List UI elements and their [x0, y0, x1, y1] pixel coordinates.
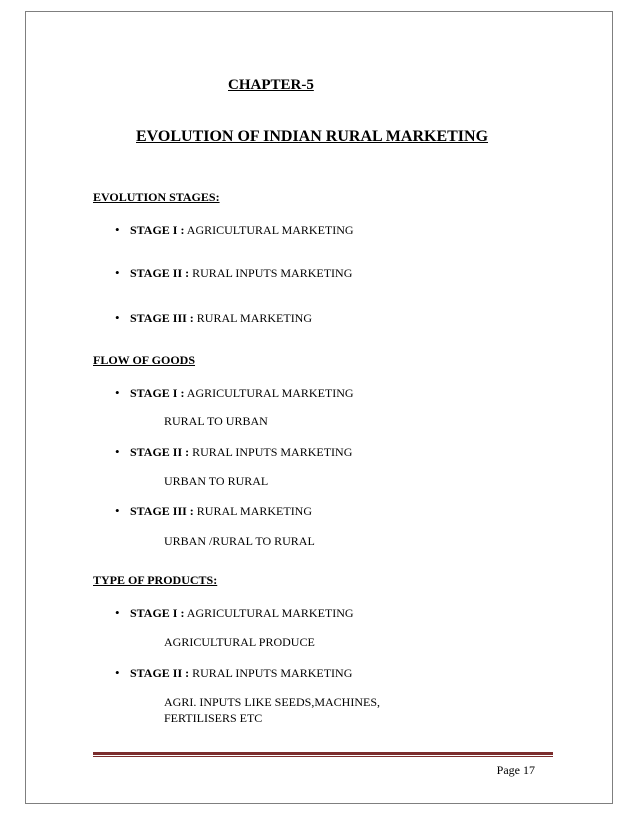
- list-item: [115, 503, 312, 519]
- stage-label: STAGE I :: [130, 606, 185, 620]
- footer-rule-thin: [93, 756, 553, 757]
- stage-detail: URBAN /RURAL TO RURAL: [164, 534, 315, 548]
- footer-rule: [93, 752, 553, 755]
- chapter-heading: CHAPTER-5: [228, 77, 314, 93]
- stage-detail: AGRI. INPUTS LIKE SEEDS,MACHINES, FERTILISERS ETC: [164, 695, 381, 725]
- section-heading-type-of-products: TYPE OF PRODUCTS:: [93, 573, 218, 587]
- list-item: [115, 222, 354, 238]
- list-item: [115, 665, 352, 681]
- bullet-icon: •: [115, 605, 120, 620]
- stage-detail: AGRICULTURAL PRODUCE: [164, 635, 315, 649]
- bullet-icon: •: [115, 665, 120, 680]
- stage-label: STAGE II :: [130, 666, 190, 680]
- bullet-icon: •: [115, 265, 120, 280]
- stage-text: RURAL INPUTS MARKETING: [189, 266, 353, 280]
- bullet-icon: •: [115, 385, 120, 400]
- list-item: [115, 265, 352, 281]
- stage-text: AGRICULTURAL MARKETING: [184, 386, 354, 400]
- stage-label: STAGE III :: [130, 504, 194, 518]
- list-item: [115, 385, 354, 401]
- stage-detail: URBAN TO RURAL: [164, 474, 269, 488]
- section-heading-evolution-stages: EVOLUTION STAGES:: [93, 190, 220, 204]
- stage-text: RURAL MARKETING: [193, 504, 313, 518]
- section-heading-flow-of-goods: FLOW OF GOODS: [93, 353, 196, 367]
- stage-text: RURAL INPUTS MARKETING: [189, 666, 353, 680]
- page-title: EVOLUTION OF INDIAN RURAL MARKETING: [136, 128, 489, 145]
- bullet-icon: •: [115, 310, 120, 325]
- bullet-icon: •: [115, 503, 120, 518]
- stage-detail: RURAL TO URBAN: [164, 414, 268, 428]
- list-item: [115, 310, 312, 326]
- bullet-icon: •: [115, 444, 120, 459]
- page-number: Page 17: [496, 763, 535, 777]
- stage-text: AGRICULTURAL MARKETING: [184, 606, 354, 620]
- bullet-icon: •: [115, 222, 120, 237]
- list-item: [115, 605, 354, 621]
- stage-label: STAGE II :: [130, 266, 190, 280]
- stage-text: RURAL MARKETING: [193, 311, 313, 325]
- stage-label: STAGE I :: [130, 223, 185, 237]
- stage-label: STAGE II :: [130, 445, 190, 459]
- stage-label: STAGE III :: [130, 311, 194, 325]
- stage-text: RURAL INPUTS MARKETING: [189, 445, 353, 459]
- stage-label: STAGE I :: [130, 386, 185, 400]
- stage-text: AGRICULTURAL MARKETING: [184, 223, 354, 237]
- list-item: [115, 444, 352, 460]
